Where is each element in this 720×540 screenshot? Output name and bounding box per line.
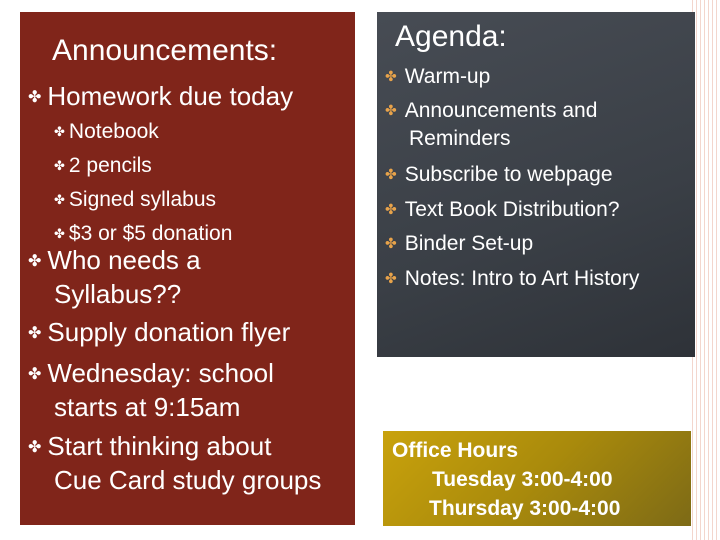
item-text: Warm-up	[404, 65, 491, 88]
item-text: Signed syllabus	[68, 188, 216, 211]
item-text: Homework due today	[47, 81, 294, 111]
item-text: Binder Set-up	[404, 232, 534, 255]
sub-list-item	[54, 118, 159, 146]
item-text: Start thinking about	[47, 431, 272, 461]
bullet-icon: ✤	[385, 235, 397, 251]
office-hours-thursday: Thursday 3:00-4:00	[429, 497, 621, 520]
sub-list-item	[54, 186, 216, 214]
list-item	[28, 430, 321, 497]
office-hours-tuesday: Tuesday 3:00-4:00	[432, 468, 613, 491]
item-text: Who needs a	[47, 245, 201, 275]
agenda-item	[385, 264, 639, 293]
bullet-icon: ✤	[54, 226, 65, 241]
agenda-panel	[377, 12, 695, 357]
bullet-icon: ✤	[385, 270, 397, 286]
decorative-stripes	[692, 0, 720, 540]
bullet-icon: ✤	[385, 68, 397, 84]
agenda-item	[385, 160, 613, 189]
item-text: 2 pencils	[68, 154, 152, 177]
item-text-continued: starts at 9:15am	[54, 392, 241, 422]
bullet-icon: ✤	[385, 102, 397, 118]
bullet-icon: ✤	[28, 439, 42, 456]
item-text-continued: Cue Card study groups	[54, 465, 322, 495]
list-item	[28, 80, 293, 114]
list-item	[28, 357, 274, 424]
item-text: Notes: Intro to Art History	[404, 267, 640, 290]
agenda-title: Agenda:	[395, 20, 507, 53]
item-text-continued: Syllabus??	[54, 279, 182, 309]
agenda-item	[385, 62, 490, 91]
list-item	[28, 244, 201, 311]
agenda-item	[385, 96, 597, 153]
bullet-icon: ✤	[54, 158, 65, 173]
bullet-icon: ✤	[385, 166, 397, 182]
item-text-continued: Reminders	[409, 127, 511, 150]
office-hours-box	[383, 431, 691, 526]
item-text: $3 or $5 donation	[68, 222, 233, 245]
item-text: Subscribe to webpage	[404, 163, 613, 186]
item-text: Supply donation flyer	[47, 317, 291, 347]
sub-list-item	[54, 152, 152, 180]
item-text: Notebook	[68, 120, 159, 143]
bullet-icon: ✤	[28, 325, 42, 342]
item-text: Announcements and	[404, 99, 598, 122]
bullet-icon: ✤	[54, 124, 65, 139]
list-item	[28, 316, 290, 350]
office-hours-title: Office Hours	[392, 439, 519, 462]
agenda-item	[385, 229, 533, 258]
bullet-icon: ✤	[54, 192, 65, 207]
item-text: Text Book Distribution?	[404, 198, 620, 221]
bullet-icon: ✤	[28, 253, 42, 270]
item-text: Wednesday: school	[47, 358, 274, 388]
bullet-icon: ✤	[28, 89, 42, 106]
agenda-item	[385, 195, 620, 224]
bullet-icon: ✤	[385, 201, 397, 217]
announcements-panel	[20, 12, 355, 525]
bullet-icon: ✤	[28, 366, 42, 383]
announcements-title: Announcements:	[52, 34, 278, 67]
